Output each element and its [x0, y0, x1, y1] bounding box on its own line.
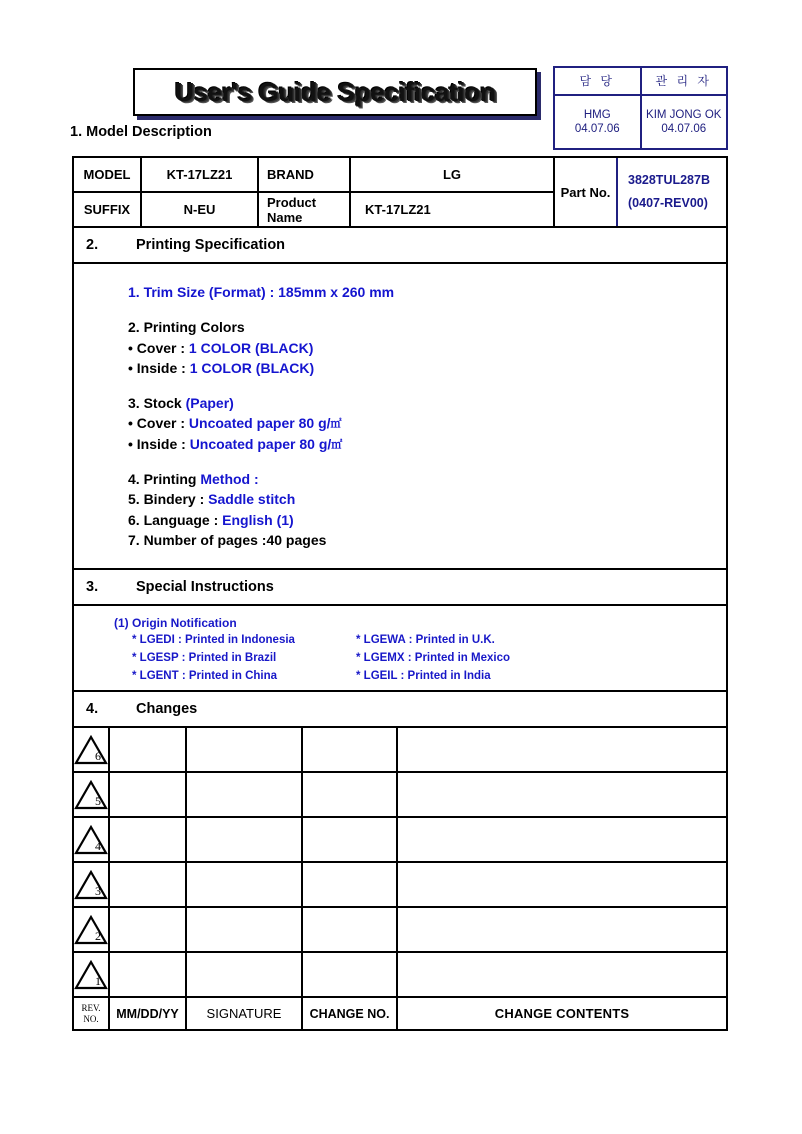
approval-role-staff: 담 당	[555, 68, 642, 96]
spec-printing-method-label: 4. Printing	[128, 471, 201, 488]
approval-staff-date: 04.07.06	[574, 123, 620, 135]
revision-change-contents-cell[interactable]	[398, 728, 726, 771]
suffix-label: SUFFIX	[74, 193, 142, 226]
revision-change-no-cell[interactable]	[303, 863, 398, 906]
spec-stock-cover	[128, 413, 726, 433]
revision-date-cell[interactable]	[110, 773, 187, 816]
revision-number: 5	[95, 793, 101, 808]
spec-stock-cover-value: Uncoated paper 80 g/	[188, 415, 331, 432]
section-4-number: 4.	[86, 701, 99, 718]
changes-table-footer-row	[74, 998, 726, 1029]
spec-stock-inside-value: Uncoated paper 80 g/	[189, 435, 332, 452]
page-title: User's Guide Specification	[174, 76, 496, 107]
brand-value: LG	[351, 158, 555, 191]
product-name-label: Product Name	[259, 193, 351, 226]
section-printing-specification-header	[74, 228, 726, 264]
section-2-title: Printing Specification	[136, 237, 286, 253]
revision-marker-cell	[74, 863, 110, 906]
spec-stock-paper-text: (Paper)	[185, 395, 234, 412]
revision-date-cell[interactable]	[110, 818, 187, 861]
approval-stamp-header-row	[555, 68, 726, 96]
table-row[interactable]	[74, 863, 726, 908]
origin-column-right	[356, 632, 510, 685]
special-instructions-body	[74, 606, 726, 692]
revision-number: 4	[95, 838, 101, 853]
spec-printing-method	[128, 469, 726, 489]
spec-bindery-value: Saddle stitch	[208, 491, 296, 508]
column-header-change-no: CHANGE NO.	[303, 998, 398, 1029]
revision-triangle-icon	[74, 780, 108, 810]
approval-stamp-body-row	[555, 96, 726, 148]
approval-manager-date: 04.07.06	[661, 123, 707, 135]
spec-cover-colors-label: • Cover :	[128, 339, 189, 356]
spec-stock-label	[128, 393, 726, 413]
suffix-value: N-EU	[142, 193, 259, 226]
approval-staff-name: HMG	[583, 108, 611, 121]
section-4-title: Changes	[136, 701, 198, 718]
spacer-3	[128, 454, 726, 469]
approval-manager-cell	[642, 96, 727, 148]
revision-change-contents-cell[interactable]	[398, 908, 726, 951]
printing-specification-body	[74, 264, 726, 570]
revision-marker-cell	[74, 953, 110, 996]
origin-item: * LGESP : Printed in Brazil	[132, 652, 277, 665]
revision-marker-cell	[74, 728, 110, 771]
approval-role-manager: 관 리 자	[642, 68, 727, 96]
model-table-row-1	[74, 158, 555, 193]
revision-signature-cell[interactable]	[187, 818, 303, 861]
spec-stock-inside-label: • Inside :	[128, 435, 190, 452]
revision-change-no-cell[interactable]	[303, 773, 398, 816]
model-table-row-2	[74, 193, 555, 226]
spec-stock-label-text: 3. Stock	[128, 395, 186, 412]
brand-label: BRAND	[259, 158, 351, 191]
part-no-label: Part No.	[555, 158, 618, 226]
revision-change-no-cell[interactable]	[303, 818, 398, 861]
origin-column-left	[132, 632, 356, 685]
revision-change-contents-cell[interactable]	[398, 818, 726, 861]
spec-language-value: English (1)	[222, 511, 294, 528]
origin-item: * LGENT : Printed in China	[132, 669, 278, 682]
spec-printing-colors-inside	[128, 358, 726, 378]
revision-date-cell[interactable]	[110, 863, 187, 906]
revision-signature-cell[interactable]	[187, 908, 303, 951]
revision-triangle-icon	[74, 825, 108, 855]
origin-item: * LGEIL : Printed in India	[356, 669, 491, 682]
spec-stock-inside	[128, 434, 726, 454]
changes-table	[74, 728, 726, 1029]
document-body	[72, 156, 728, 1031]
origin-item: * LGEDI : Printed in Indonesia	[132, 634, 295, 647]
revision-number: 2	[95, 928, 101, 943]
spec-inside-colors-value: 1 COLOR (BLACK)	[189, 359, 315, 376]
part-no-block	[555, 158, 726, 226]
spacer-2	[128, 378, 726, 393]
revision-signature-cell[interactable]	[187, 773, 303, 816]
spec-number-of-pages: 7. Number of pages :40 pages	[128, 531, 327, 548]
spec-inside-colors-label: • Inside :	[128, 359, 190, 376]
spec-stock-cover-unit: ㎡	[330, 418, 342, 431]
revision-change-no-cell[interactable]	[303, 953, 398, 996]
revision-change-no-cell[interactable]	[303, 728, 398, 771]
approval-manager-name: KIM JONG OK	[646, 108, 722, 121]
revision-number: 1	[95, 973, 101, 988]
section-2-number: 2.	[86, 237, 99, 253]
approval-stamp-block	[553, 66, 728, 150]
part-no-value-block	[618, 158, 726, 226]
revision-number: 3	[95, 883, 101, 898]
revision-change-contents-cell[interactable]	[398, 773, 726, 816]
spec-cover-colors-value: 1 COLOR (BLACK)	[188, 339, 314, 356]
origin-item: * LGEWA : Printed in U.K.	[356, 634, 495, 647]
spec-printing-method-value: Method :	[200, 471, 259, 488]
revision-triangle-icon	[74, 870, 108, 900]
product-name-value: KT-17LZ21	[351, 193, 555, 226]
column-header-rev-no	[74, 998, 110, 1029]
spec-stock-inside-unit: ㎡	[331, 438, 343, 451]
spec-trim-size: 1. Trim Size (Format) : 185mm x 260 mm	[128, 284, 395, 300]
revision-triangle-icon	[74, 915, 108, 945]
revision-marker-cell	[74, 908, 110, 951]
approval-staff-cell	[555, 96, 642, 148]
rev-label-line2: NO.	[83, 1013, 99, 1024]
origin-notification-grid	[114, 632, 726, 685]
section-3-title: Special Instructions	[136, 579, 274, 596]
revision-date-cell[interactable]	[110, 953, 187, 996]
revision-date-cell[interactable]	[110, 728, 187, 771]
table-row[interactable]	[74, 818, 726, 863]
spec-stock-cover-label: • Cover :	[128, 415, 189, 432]
spec-bindery	[128, 489, 726, 509]
revision-change-contents-cell[interactable]	[398, 953, 726, 996]
revision-marker-cell	[74, 818, 110, 861]
column-header-signature: SIGNATURE	[187, 998, 303, 1029]
revision-change-no-cell[interactable]	[303, 908, 398, 951]
revision-change-contents-cell[interactable]	[398, 863, 726, 906]
spec-printing-colors-label: 2. Printing Colors	[128, 319, 245, 336]
spacer-1	[128, 302, 726, 317]
part-no-revision: (0407-REV00)	[628, 196, 708, 210]
model-description-heading: 1. Model Description	[70, 124, 212, 140]
section-changes-header	[74, 692, 726, 728]
table-row[interactable]	[74, 728, 726, 773]
table-row[interactable]	[74, 908, 726, 953]
revision-triangle-icon	[74, 960, 108, 990]
spec-language-label: 6. Language :	[128, 511, 223, 528]
document-title-banner	[133, 68, 537, 116]
model-table-left	[74, 158, 555, 226]
part-no-value: 3828TUL287B	[628, 172, 710, 187]
table-row[interactable]	[74, 953, 726, 998]
rev-label-line1: REV.	[81, 1003, 101, 1014]
column-header-change-contents: CHANGE CONTENTS	[494, 1006, 630, 1022]
section-3-number: 3.	[86, 579, 99, 596]
spec-language	[128, 510, 726, 530]
column-header-date: MM/DD/YY	[110, 998, 187, 1029]
revision-date-cell[interactable]	[110, 908, 187, 951]
spec-printing-colors-cover	[128, 338, 726, 358]
revision-signature-cell[interactable]	[187, 953, 303, 996]
section-special-instructions-header	[74, 570, 726, 606]
revision-signature-cell[interactable]	[187, 728, 303, 771]
origin-item: * LGEMX : Printed in Mexico	[356, 652, 510, 665]
origin-notification-title: (1) Origin Notification	[114, 616, 237, 631]
spec-bindery-label: 5. Bindery :	[128, 491, 209, 508]
model-description-table	[74, 158, 726, 228]
revision-signature-cell[interactable]	[187, 863, 303, 906]
revision-triangle-icon	[74, 735, 108, 765]
revision-marker-cell	[74, 773, 110, 816]
revision-number: 6	[95, 748, 101, 763]
model-label: MODEL	[74, 158, 142, 191]
model-value: KT-17LZ21	[142, 158, 259, 191]
table-row[interactable]	[74, 773, 726, 818]
